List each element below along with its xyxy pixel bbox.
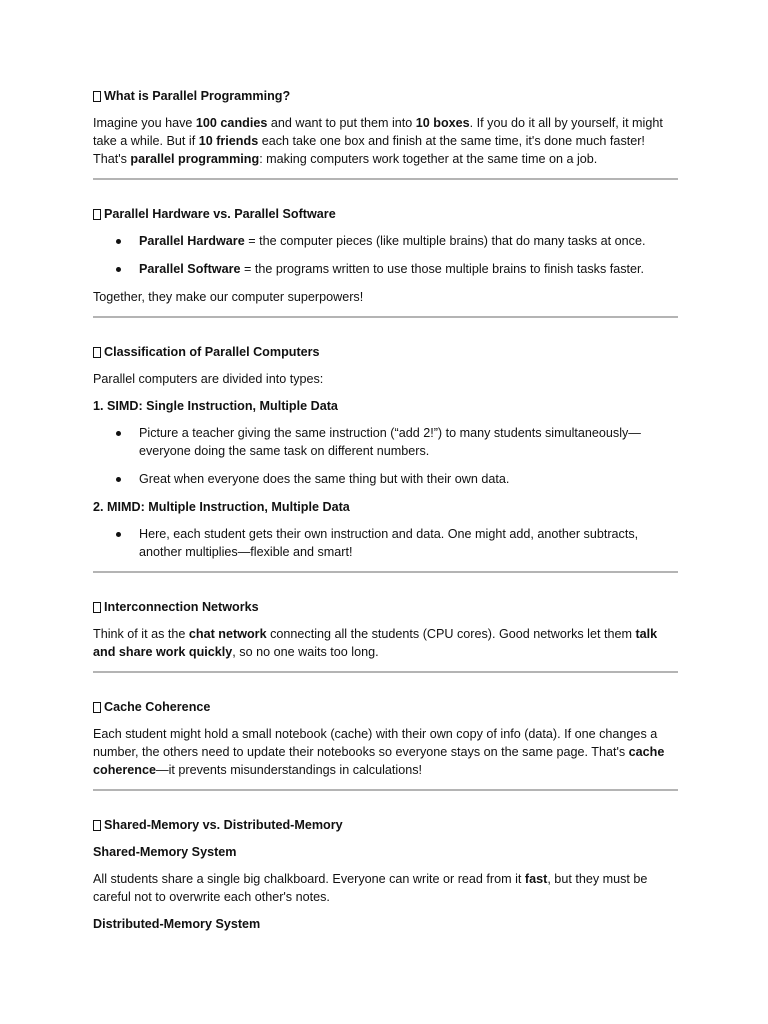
section-classification [93, 343, 678, 561]
bold-text: 100 candies [195, 116, 268, 130]
list-item-text: Picture a teacher giving the same instruction (“add 2!”) to many students simultaneously—everyone doing the same task on different numbers. [139, 426, 641, 458]
list-item [93, 424, 678, 460]
bold-text: parallel programming [130, 152, 260, 166]
distributed-memory-title: Distributed-Memory System [93, 917, 261, 931]
section-heading-text: Cache Coherence [104, 700, 211, 714]
simd-title: 1. SIMD: Single Instruction, Multiple Data [93, 399, 338, 413]
section-heading [93, 598, 678, 616]
section-heading [93, 343, 678, 361]
bullet-icon [116, 532, 121, 537]
shared-memory-title: Shared-Memory System [93, 845, 237, 859]
emoji-placeholder-icon [93, 602, 101, 613]
bullet-list [93, 232, 678, 278]
bullet-list [93, 424, 678, 488]
section-heading [93, 816, 678, 834]
emoji-placeholder-icon [93, 91, 101, 102]
emoji-placeholder-icon [93, 347, 101, 358]
bold-text: fast [524, 872, 548, 886]
bullet-icon [116, 477, 121, 482]
list-item-text: Great when everyone does the same thing but with their own data. [139, 472, 510, 486]
bullet-icon [116, 239, 121, 244]
section-divider [93, 571, 678, 573]
section-interconnection [93, 598, 678, 661]
mimd-title: 2. MIMD: Multiple Instruction, Multiple Data [93, 500, 350, 514]
list-item-text: Here, each student gets their own instruction and data. One might add, another subtracts, another multiplies—flexible and smart! [139, 527, 639, 559]
section-heading-text: Parallel Hardware vs. Parallel Software [104, 207, 336, 221]
section-divider [93, 789, 678, 791]
section-intro: Parallel computers are divided into types: [93, 372, 324, 386]
section-hardware-software [93, 205, 678, 306]
list-item [93, 232, 678, 250]
section-memory-systems [93, 816, 678, 933]
bold-text: talk and share work quickly [93, 627, 658, 659]
section-heading-text: Shared-Memory vs. Distributed-Memory [104, 818, 343, 832]
list-item-text: Parallel Hardware = the computer pieces (like multiple brains) that do many tasks at once. [139, 234, 646, 248]
section-paragraph: Imagine you have 100 candies and want to put them into 10 boxes. If you do it all by yourself, it might take a while. But if 10 friends each take one box and finish at the same time, it's done much faster! That's parallel programming: making computers work together at the same time on a job. [93, 116, 663, 166]
bullet-icon [116, 267, 121, 272]
section-divider [93, 178, 678, 180]
section-cache-coherence [93, 698, 678, 779]
bullet-icon [116, 431, 121, 436]
bullet-list [93, 525, 678, 561]
bold-text: Parallel Software [139, 262, 241, 276]
document-content [93, 87, 678, 942]
section-heading-text: Interconnection Networks [104, 600, 259, 614]
section-closing: Together, they make our computer superpowers! [93, 290, 364, 304]
emoji-placeholder-icon [93, 209, 101, 220]
section-paragraph: Each student might hold a small notebook (cache) with their own copy of info (data). If one changes a number, the others need to update their notebooks so everyone stays on the same page. That's cache coherence—it prevents misunderstandings in calculations! [93, 727, 665, 777]
section-divider [93, 316, 678, 318]
section-heading [93, 87, 678, 105]
section-heading-text: Classification of Parallel Computers [104, 345, 320, 359]
section-paragraph: Think of it as the chat network connecting all the students (CPU cores). Good networks let them talk and share work quickly, so no one waits too long. [93, 627, 658, 659]
list-item [93, 470, 678, 488]
bold-text: cache coherence [93, 745, 665, 777]
list-item [93, 260, 678, 278]
shared-memory-paragraph: All students share a single big chalkboard. Everyone can write or read from it fast, but they must be careful not to overwrite each other's notes. [93, 872, 648, 904]
bold-text: 10 friends [198, 134, 259, 148]
section-divider [93, 671, 678, 673]
section-parallel-programming [93, 87, 678, 168]
section-heading [93, 698, 678, 716]
section-heading [93, 205, 678, 223]
emoji-placeholder-icon [93, 702, 101, 713]
bold-text: 10 boxes [415, 116, 470, 130]
list-item [93, 525, 678, 561]
list-item-text: Parallel Software = the programs written to use those multiple brains to finish tasks faster. [139, 262, 645, 276]
emoji-placeholder-icon [93, 820, 101, 831]
bold-text: chat network [188, 627, 267, 641]
bold-text: Parallel Hardware [139, 234, 245, 248]
section-heading-text: What is Parallel Programming? [104, 89, 291, 103]
